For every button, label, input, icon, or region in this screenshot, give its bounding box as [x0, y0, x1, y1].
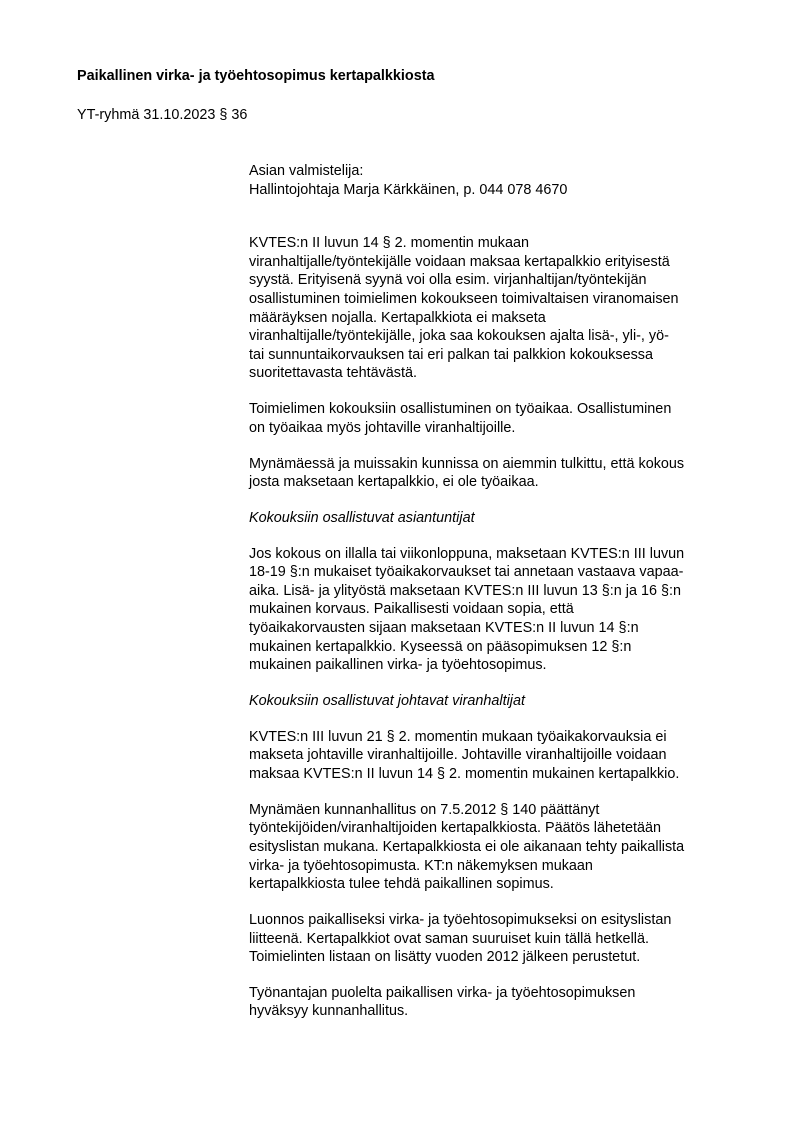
text-line: Kokouksiin osallistuvat asiantuntijat — [249, 509, 475, 526]
text-line: mukainen paikallinen virka- ja työehtosopimus. — [249, 657, 547, 674]
body-paragraph — [249, 911, 749, 967]
text-line: esityslistan mukana. Kertapalkkiosta ei ole aikanaan tehty paikallista — [249, 838, 685, 855]
body-paragraph — [249, 545, 749, 675]
preparer-person: Hallintojohtaja Marja Kärkkäinen, p. 044 078 4670 — [249, 181, 568, 198]
body-paragraph — [249, 984, 749, 1021]
text-line: määräyksen nojalla. Kertapalkkiota ei makseta — [249, 309, 546, 326]
document-body — [249, 162, 749, 1038]
text-line: maksaa KVTES:n II luvun 14 § 2. momentin mukainen kertapalkkio. — [249, 765, 680, 782]
text-line: työntekijöiden/viranhaltijoiden kertapalkkiosta. Päätös lähetetään — [249, 820, 661, 837]
preparer-label: Asian valmistelija: — [249, 163, 364, 179]
text-line: suoritettavasta tehtävästä. — [249, 365, 417, 382]
document-title: Paikallinen virka- ja työehtosopimus kertapalkkiosta — [77, 68, 435, 84]
text-line: virka- ja työehtosopimusta. KT:n näkemyksen mukaan — [249, 857, 593, 874]
text-line: viranhaltijalle/työntekijälle, joka saa kokouksen ajalta lisä-, yli-, yö- — [249, 328, 669, 345]
text-line: tai sunnuntaikorvauksen tai eri palkan tai palkkion kokouksessa — [249, 346, 653, 363]
body-paragraph — [249, 728, 749, 784]
text-line: Kokouksiin osallistuvat johtavat viranhaltijat — [249, 693, 525, 709]
text-line: on työaikaa myös johtaville viranhaltijoille. — [249, 419, 516, 436]
text-line: Mynämäessä ja muissakin kunnissa on aiemmin tulkittu, että kokous — [249, 455, 685, 472]
text-line: hyväksyy kunnanhallitus. — [249, 1003, 409, 1020]
text-line: makseta johtaville viranhaltijoille. Johtaville viranhaltijoille voidaan — [249, 747, 667, 764]
text-line: mukainen kertapalkkio. Kyseessä on pääsopimuksen 12 §:n — [249, 638, 632, 655]
text-line: Mynämäen kunnanhallitus on 7.5.2012 § 140 päättänyt — [249, 801, 600, 818]
text-line: aika. Lisä- ja ylityöstä maksetaan KVTES:n III luvun 13 §:n ja 16 §:n — [249, 582, 681, 599]
body-paragraph — [249, 234, 749, 383]
text-line: viranhaltijalle/työntekijälle voidaan maksaa kertapalkkio erityisestä — [249, 253, 670, 270]
text-line: KVTES:n II luvun 14 § 2. momentin mukaan — [249, 235, 529, 252]
body-paragraph — [249, 455, 749, 492]
section-heading — [249, 692, 749, 711]
text-line: työaikakorvausten sijaan maksetaan KVTES:n II luvun 14 §:n — [249, 620, 639, 637]
text-line: syystä. Erityisenä syynä voi olla esim. virjanhaltijan/työntekijän — [249, 272, 647, 289]
text-line: josta maksetaan kertapalkkio, ei ole työaikaa. — [249, 474, 539, 491]
text-line: osallistuminen toimielimen kokoukseen toimivaltaisen viranomaisen — [249, 290, 679, 307]
body-paragraph — [249, 400, 749, 437]
text-line: 18-19 §:n mukaiset työaikakorvaukset tai annetaan vastaava vapaa- — [249, 564, 684, 581]
text-line: liitteenä. Kertapalkkiot ovat saman suuruiset kuin tällä hetkellä. — [249, 930, 649, 947]
text-line: Luonnos paikalliseksi virka- ja työehtosopimukseksi on esityslistan — [249, 911, 672, 928]
text-line: mukainen korvaus. Paikallisesti voidaan sopia, että — [249, 601, 574, 618]
text-line: Työnantajan puolelta paikallisen virka- ja työehtosopimuksen — [249, 984, 636, 1001]
text-line: Toimielimen kokouksiin osallistuminen on työaikaa. Osallistuminen — [249, 401, 672, 418]
preparer-block — [249, 162, 749, 199]
body-paragraph — [249, 801, 749, 894]
section-heading — [249, 509, 749, 528]
text-line: kertapalkkiosta tulee tehdä paikallinen sopimus. — [249, 876, 554, 893]
text-line: KVTES:n III luvun 21 § 2. momentin mukaan työaikakorvauksia ei — [249, 728, 667, 745]
meeting-reference: YT-ryhmä 31.10.2023 § 36 — [77, 107, 248, 123]
text-line: Jos kokous on illalla tai viikonloppuna, maksetaan KVTES:n III luvun — [249, 545, 685, 562]
text-line: Toimielinten listaan on lisätty vuoden 2012 jälkeen perustetut. — [249, 949, 641, 966]
